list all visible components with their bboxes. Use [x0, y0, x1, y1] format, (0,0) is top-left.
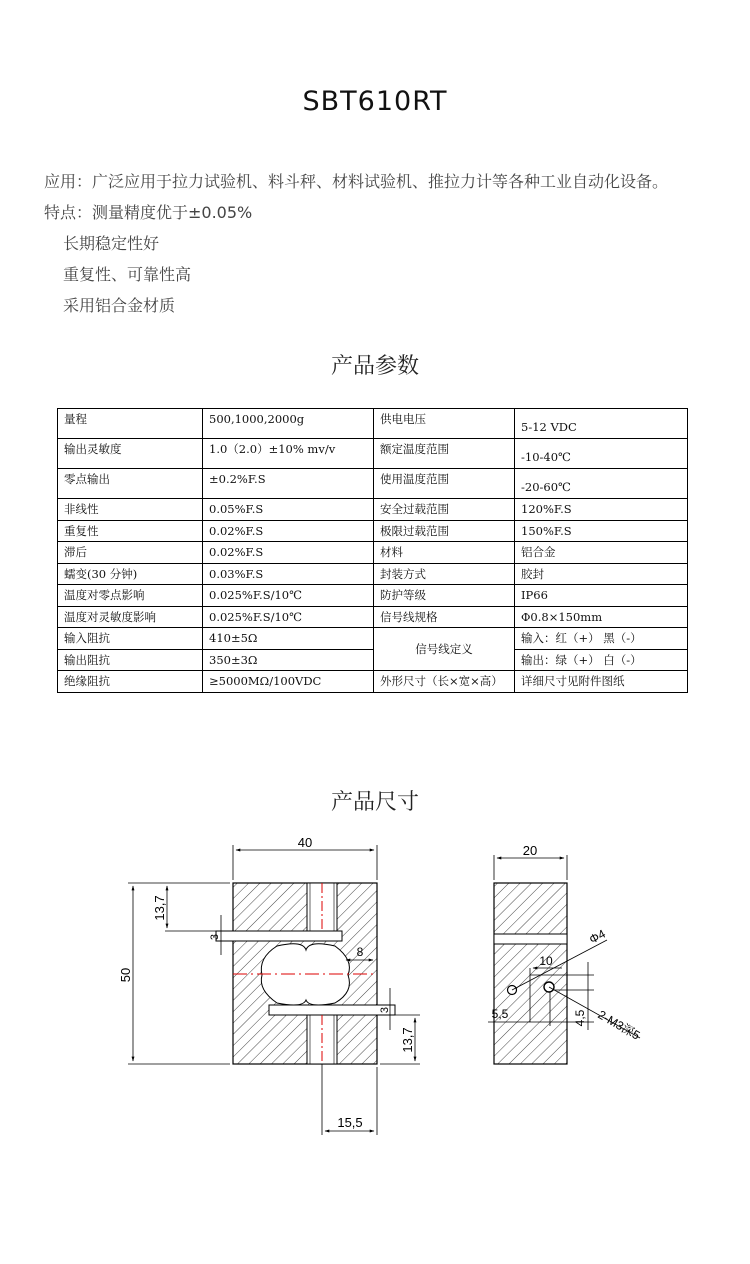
features-label: 特点：测量精度优于±0.05%	[44, 203, 253, 222]
param-value: 150%F.S	[515, 520, 688, 542]
table-row	[58, 542, 688, 564]
param-value: ±0.2%F.S	[203, 469, 374, 499]
front-view	[118, 835, 420, 1135]
param-name: 温度对灵敏度影响	[58, 606, 203, 628]
table-row	[58, 439, 688, 469]
param-name: 信号线规格	[374, 606, 515, 628]
dimension-drawing	[0, 830, 750, 1150]
param-value: 详细尺寸见附件图纸	[515, 671, 688, 693]
feature-item: 长期稳定性好	[63, 234, 160, 253]
param-name: 封装方式	[374, 563, 515, 585]
table-row	[58, 499, 688, 521]
dim-slot-3: 3	[209, 933, 221, 941]
param-value: -10-40℃	[515, 439, 688, 469]
side-view	[488, 843, 643, 1064]
param-value: 5-12 VDC	[515, 409, 688, 439]
param-value: 0.02%F.S	[203, 520, 374, 542]
dim-slot2-3: 3	[379, 1006, 391, 1014]
param-name: 输出阻抗	[58, 649, 203, 671]
table-row	[58, 606, 688, 628]
param-name: 非线性	[58, 499, 203, 521]
table-row	[58, 671, 688, 693]
dim-vert-offset: 4,5	[573, 1009, 587, 1027]
param-value: Φ0.8×150mm	[515, 606, 688, 628]
param-value: 120%F.S	[515, 499, 688, 521]
param-name: 零点输出	[58, 469, 203, 499]
feature-item: 重复性、可靠性高	[63, 265, 192, 284]
param-value: 0.025%F.S/10℃	[203, 585, 374, 607]
param-name: 重复性	[58, 520, 203, 542]
param-value: 1.0（2.0）±10% mv/v	[203, 439, 374, 469]
param-name: 量程	[58, 409, 203, 439]
param-value: 铝合金	[515, 542, 688, 564]
param-value: 0.03%F.S	[203, 563, 374, 585]
param-name: 使用温度范围	[374, 469, 515, 499]
dim-thread: 2-M3深5	[595, 1007, 643, 1043]
param-value: 0.02%F.S	[203, 542, 374, 564]
product-title: SBT610RT	[302, 86, 448, 117]
param-name: 蠕变(30 分钟)	[58, 563, 203, 585]
table-row	[58, 563, 688, 585]
param-value: 350±3Ω	[203, 649, 374, 671]
feature-item: 采用铝合金材质	[63, 296, 176, 315]
dim-side-width: 20	[522, 843, 538, 858]
dim-height-50: 50	[118, 967, 133, 983]
table-row	[58, 469, 688, 499]
dim-hole-spacing: 10	[539, 954, 553, 968]
params-section-title: 产品参数	[330, 354, 419, 379]
dim-bottom-offset: 13,7	[400, 1027, 415, 1053]
application-text: 应用：广泛应用于拉力试验机、料斗秤、材料试验机、推拉力计等各种工业自动化设备。	[44, 172, 669, 191]
param-value: IP66	[515, 585, 688, 607]
table-row	[58, 520, 688, 542]
param-name: 额定温度范围	[374, 439, 515, 469]
param-name: 极限过载范围	[374, 520, 515, 542]
param-value: ≥5000MΩ/100VDC	[203, 671, 374, 693]
param-value: 0.05%F.S	[203, 499, 374, 521]
dimensions-section-title: 产品尺寸	[330, 790, 419, 815]
table-row	[58, 409, 688, 439]
dim-top-offset: 13,7	[152, 895, 167, 921]
param-value: 410±5Ω	[203, 628, 374, 650]
dim-hole-dia: Φ4	[586, 926, 608, 947]
param-value: 500,1000,2000g	[203, 409, 374, 439]
param-name: 安全过载范围	[374, 499, 515, 521]
param-name: 绝缘阻抗	[58, 671, 203, 693]
param-name: 输出灵敏度	[58, 439, 203, 469]
product-description	[44, 166, 668, 321]
param-name: 防护等级	[374, 585, 515, 607]
dim-left-offset: 5,5	[491, 1007, 509, 1021]
param-value: 胶封	[515, 563, 688, 585]
spec-table	[57, 408, 688, 693]
param-value: 输出：绿（+） 白（-）	[515, 649, 688, 671]
dim-wall-8: 8	[356, 945, 364, 959]
dim-hole-offset: 15,5	[337, 1115, 363, 1130]
dim-width-40: 40	[297, 835, 313, 850]
param-name: 滞后	[58, 542, 203, 564]
param-name: 材料	[374, 542, 515, 564]
param-value: 输入：红（+） 黑（-）	[515, 628, 688, 650]
param-value: 0.025%F.S/10℃	[203, 606, 374, 628]
param-name: 信号线定义	[374, 628, 515, 671]
table-row	[58, 628, 688, 650]
table-row	[58, 649, 688, 671]
param-name: 供电电压	[374, 409, 515, 439]
table-row	[58, 585, 688, 607]
param-name: 外形尺寸（长×宽×高）	[374, 671, 515, 693]
param-value: -20-60℃	[515, 469, 688, 499]
param-name: 输入阻抗	[58, 628, 203, 650]
param-name: 温度对零点影响	[58, 585, 203, 607]
